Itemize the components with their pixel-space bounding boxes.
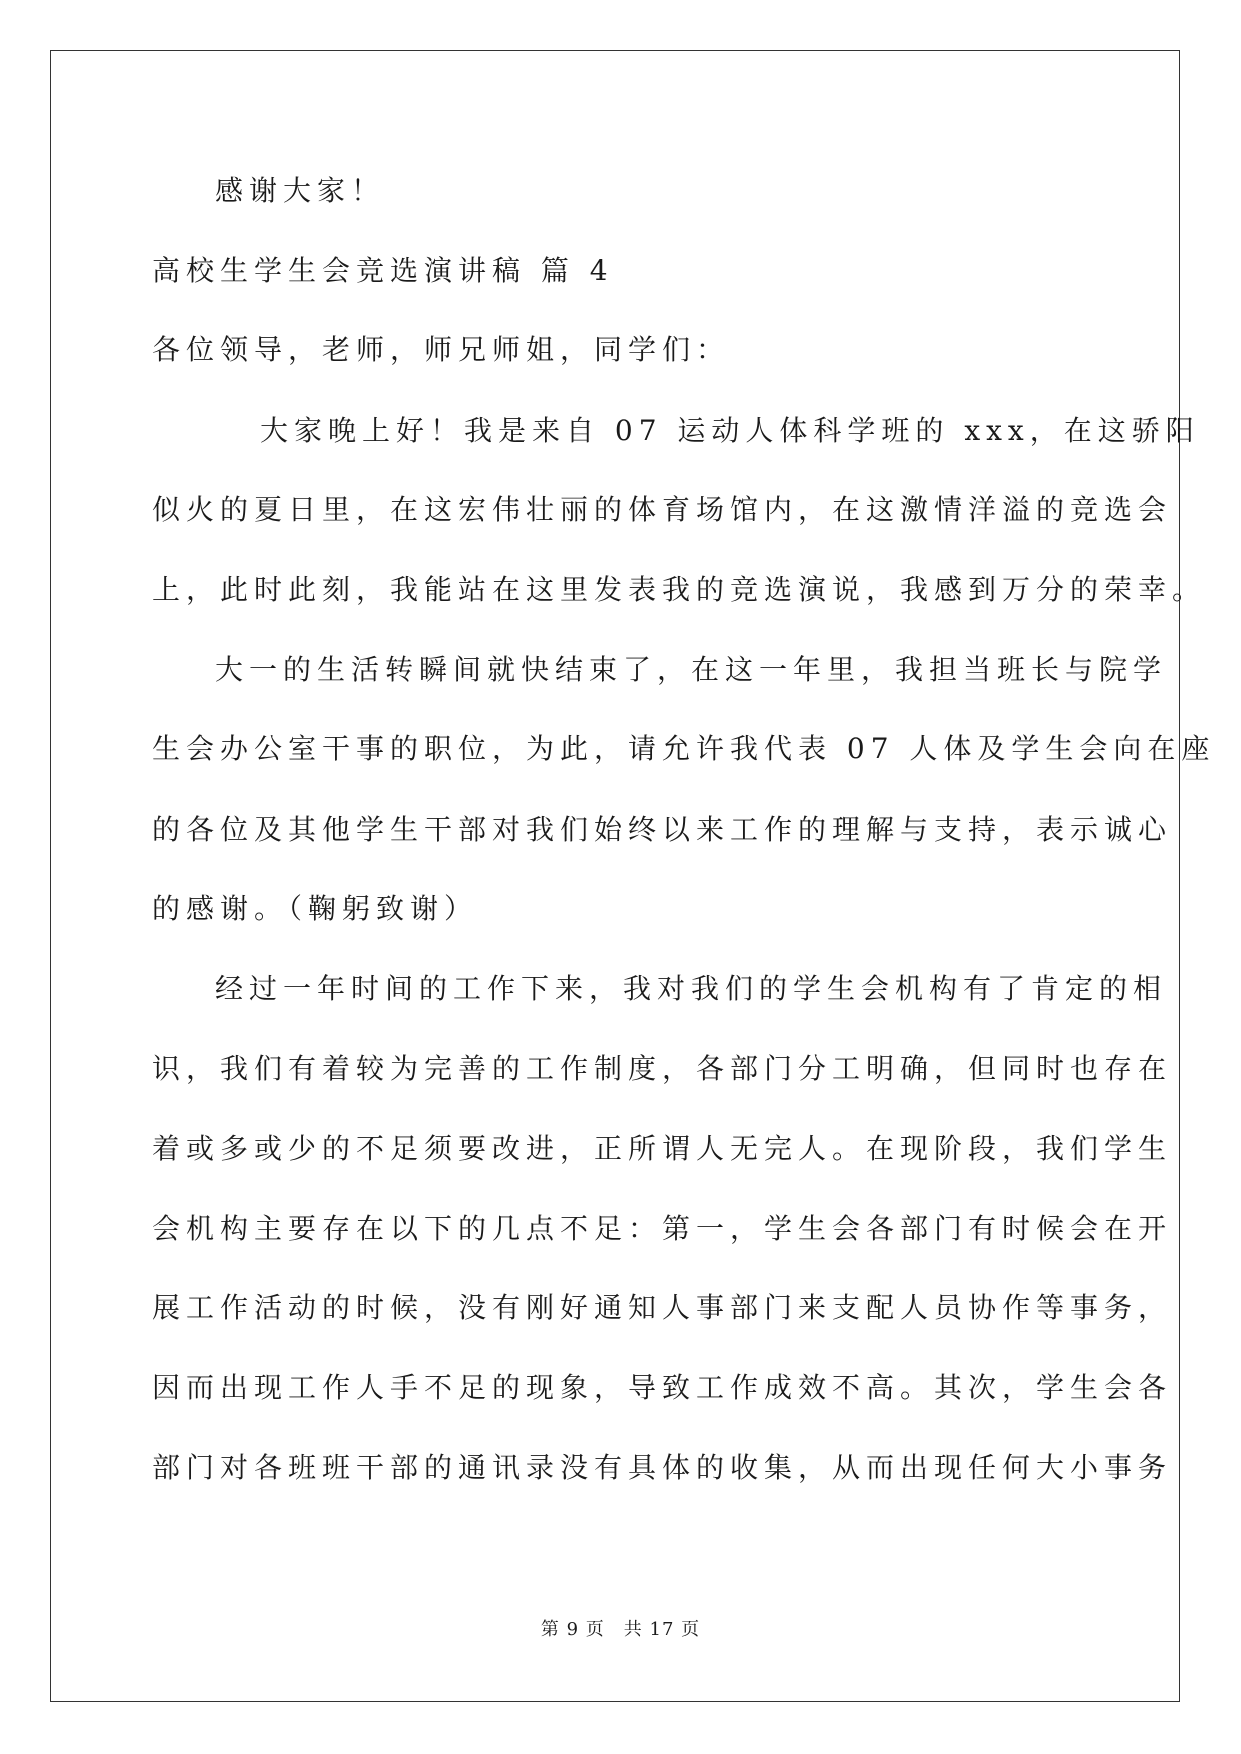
paragraph-line: 的感谢。（鞠躬致谢） bbox=[152, 892, 479, 925]
paragraph-line: 会机构主要存在以下的几点不足：第一，学生会各部门有时候会在开 bbox=[152, 1212, 1173, 1245]
paragraph-line: 经过一年时间的工作下来，我对我们的学生会机构有了肯定的相 bbox=[215, 972, 1168, 1005]
salutation-line: 各位领导，老师，师兄师姐，同学们： bbox=[152, 333, 731, 366]
paragraph-line: 的各位及其他学生干部对我们始终以来工作的理解与支持，表示诚心 bbox=[152, 813, 1173, 846]
paragraph-line: 生会办公室干事的职位，为此，请允许我代表 07 人体及学生会向在座 bbox=[152, 732, 1216, 765]
paragraph-line: 着或多或少的不足须要改进，正所谓人无完人。在现阶段，我们学生 bbox=[152, 1132, 1173, 1165]
paragraph-line: 识，我们有着较为完善的工作制度，各部门分工明确，但同时也存在 bbox=[152, 1052, 1173, 1085]
paragraph-line: 上，此时此刻，我能站在这里发表我的竞选演说，我感到万分的荣幸。 bbox=[152, 573, 1207, 606]
page-number-footer: 第 9 页 共 17 页 bbox=[540, 1619, 701, 1640]
paragraph-line: 大家晚上好！我是来自 07 运动人体科学班的 xxx，在这骄阳 bbox=[260, 414, 1200, 447]
paragraph-line: 展工作活动的时候，没有刚好通知人事部门来支配人员协作等事务， bbox=[152, 1291, 1173, 1324]
closing-line: 感谢大家！ bbox=[215, 174, 386, 207]
paragraph-line: 因而出现工作人手不足的现象，导致工作成效不高。其次，学生会各 bbox=[152, 1371, 1173, 1404]
section-heading: 高校生学生会竞选演讲稿 篇 4 bbox=[152, 254, 614, 287]
paragraph-line: 大一的生活转瞬间就快结束了，在这一年里，我担当班长与院学 bbox=[215, 653, 1168, 686]
paragraph-line: 部门对各班班干部的通讯录没有具体的收集，从而出现任何大小事务 bbox=[152, 1451, 1173, 1484]
paragraph-line: 似火的夏日里，在这宏伟壮丽的体育场馆内，在这激情洋溢的竞选会 bbox=[152, 493, 1173, 526]
